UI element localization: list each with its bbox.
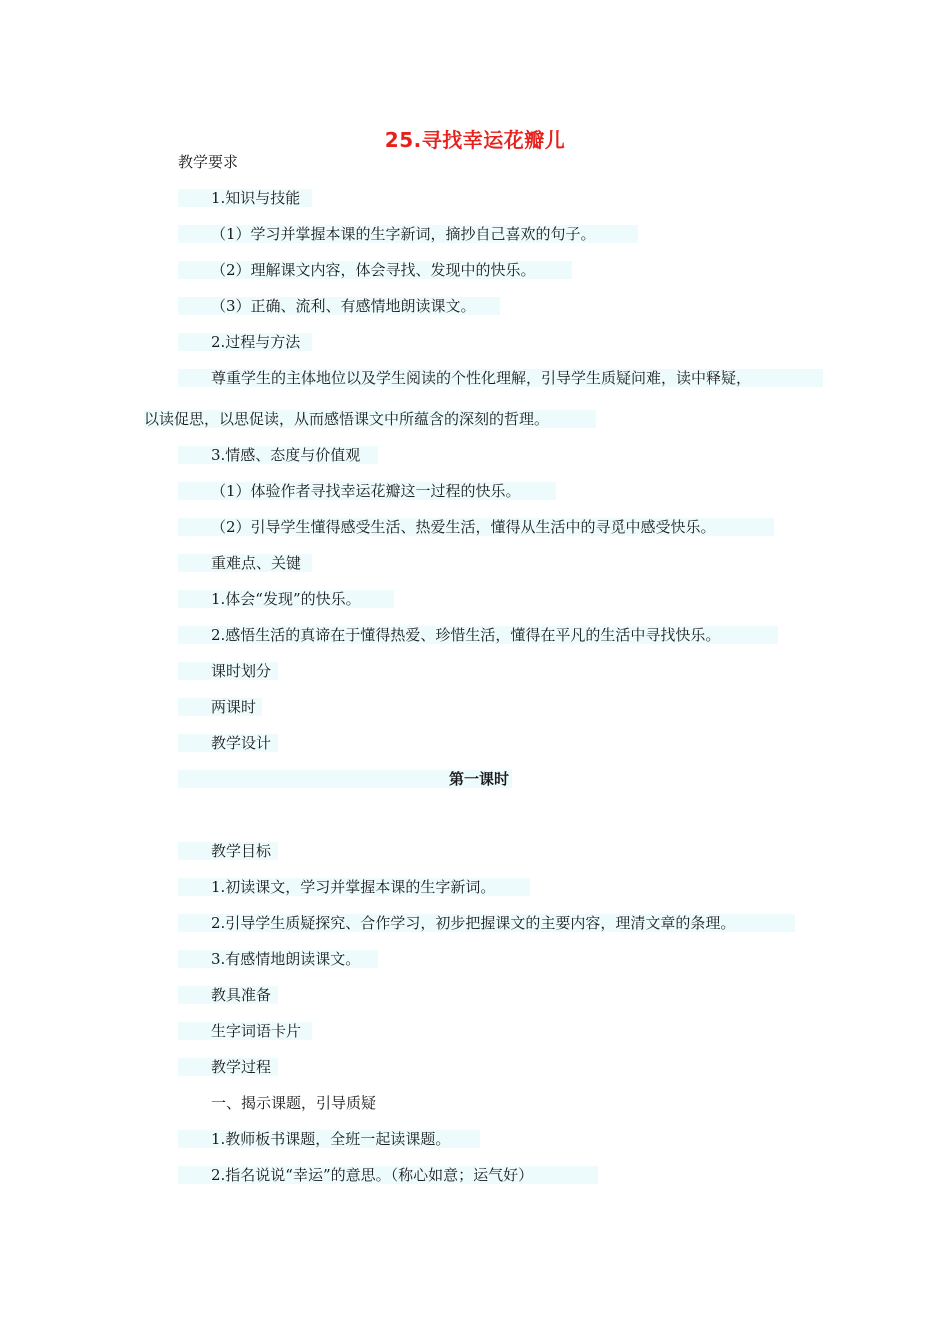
teaching-aids-value: 生字词语卡片 (211, 1022, 302, 1040)
process-step-1-1: 1.教师板书课题，全班一起读课题。 (211, 1130, 451, 1148)
heading-lesson-division: 课时划分 (211, 662, 272, 680)
heading-first-lesson: 第一课时 (448, 770, 509, 788)
goal-item-3: 3.有感情地朗读课文。 (211, 950, 361, 968)
goal-item-1: 1.初读课文，学习并掌握本课的生字新词。 (211, 878, 496, 896)
heading-teaching-aids: 教具准备 (211, 986, 272, 1004)
key-point-2: 2.感悟生活的真谛在于懂得热爱、珍惜生活，懂得在平凡的生活中寻找快乐。 (211, 626, 721, 644)
section-knowledge-skills: 1.知识与技能 (211, 189, 301, 207)
heading-teaching-process: 教学过程 (211, 1058, 272, 1076)
emotion-item-2: （2）引导学生懂得感受生活、热爱生活，懂得从生活中的寻觅中感受快乐。 (211, 518, 716, 536)
knowledge-item-1: （1）学习并掌握本课的生字新词，摘抄自己喜欢的句子。 (211, 225, 596, 243)
process-step-1: 一、揭示课题，引导质疑 (211, 1094, 377, 1112)
heading-teaching-goals: 教学目标 (211, 842, 272, 860)
section-emotion-values: 3.情感、态度与价值观 (211, 446, 361, 464)
process-step-1-2: 2.指名说说“幸运”的意思。（称心如意；运气好） (211, 1166, 534, 1184)
document-title: 25.寻找幸运花瓣儿 (384, 128, 566, 152)
process-paragraph-line-2: 以读促思，以思促读，从而感悟课文中所蕴含的深刻的哲理。 (144, 410, 550, 428)
goal-item-2: 2.引导学生质疑探究、合作学习，初步把握课文的主要内容，理清文章的条理。 (211, 914, 736, 932)
process-paragraph-line-1: 尊重学生的主体地位以及学生阅读的个性化理解，引导学生质疑问难，读中释疑， (211, 369, 752, 387)
heading-key-points: 重难点、关键 (211, 554, 302, 572)
heading-teaching-requirements: 教学要求 (178, 153, 239, 171)
emotion-item-1: （1）体验作者寻找幸运花瓣这一过程的快乐。 (211, 482, 521, 500)
knowledge-item-3: （3）正确、流利、有感情地朗读课文。 (211, 297, 476, 315)
knowledge-item-2: （2）理解课文内容，体会寻找、发现中的快乐。 (211, 261, 536, 279)
heading-teaching-design: 教学设计 (211, 734, 272, 752)
key-point-1: 1.体会“发现”的快乐。 (211, 590, 361, 608)
section-process-methods: 2.过程与方法 (211, 333, 301, 351)
lesson-division-value: 两课时 (211, 698, 257, 716)
